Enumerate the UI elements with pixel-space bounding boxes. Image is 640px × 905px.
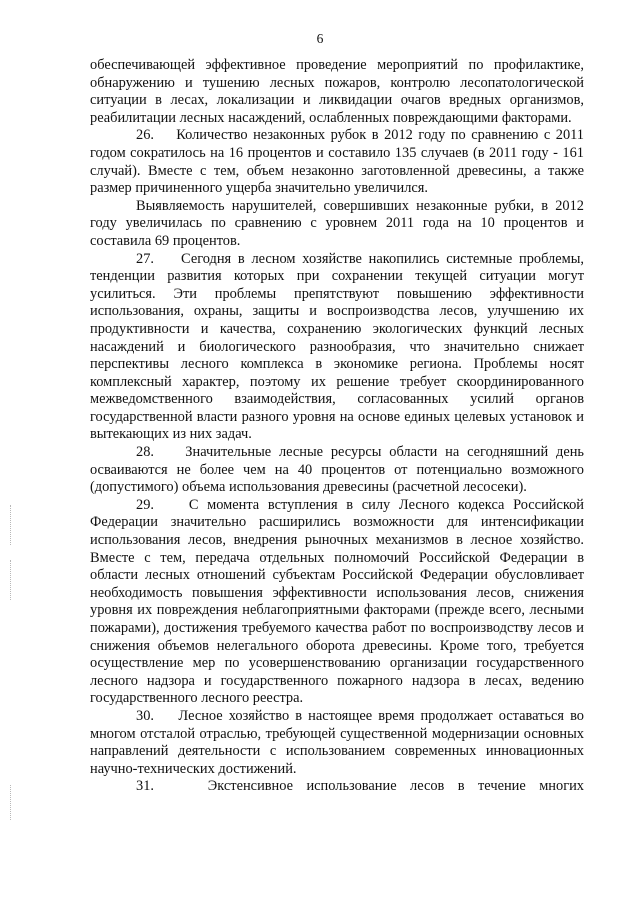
paragraph-text: обеспечивающей эффективное проведение мероприятий по профилактике, обнаружению и тушению лесных пожаров, контролю лесопатологической ситуации в лесах, локализации и ликвидации очагов вредных организмов, реабилитации лесных насаждений, ослабленных повреждающими факторами.	[90, 57, 584, 126]
paragraph-number: 31.	[136, 778, 154, 795]
margin-scan-mark	[10, 785, 12, 820]
paragraph-continuation	[90, 57, 584, 127]
paragraph-text: Экстенсивное использование лесов в течение многих	[207, 778, 584, 795]
paragraph-number: 26.	[136, 127, 154, 144]
paragraph-number: 30.	[136, 707, 154, 724]
paragraph-text: Сегодня в лесном хозяйстве накопились системные проблемы, тенденции развития которых при сохранении текущей ситуации могут усилиться. Эти проблемы препятствуют повышению эффективности использования, охраны, защиты и воспроизводства лесов, улучшению их продуктивности и качества, сохранению экологических функций лесных насаждений и биологического разнообразия, что значительно снижает перспективы лесного комплекса в экономике региона. Проблемы носят комплексный характер, поэтому их решение требует скоординированного межведомственного взаимодействия, согласованных усилий органов государственной власти разного уровня на основе единых целевых установок и вытекающих из них задач.	[90, 250, 584, 443]
paragraph-26	[90, 127, 584, 197]
paragraph-number: 28.	[136, 444, 154, 461]
paragraph-31	[90, 778, 584, 796]
page-number: 6	[316, 31, 324, 46]
paragraph-text: Значительные лесные ресурсы области на сегодняшний день осваиваются не более чем на 40 процентов от потенциально возможного (допустимого) объема использования древесины (расчетной лесосеки).	[90, 444, 584, 496]
margin-scan-mark	[10, 505, 12, 545]
paragraph-28	[90, 444, 584, 497]
paragraph-text: Лесное хозяйство в настоящее время продолжает оставаться во многом отсталой отраслью, требующей существенной модернизации основных направлений деятельности с использованием современных инновационных научно-технических достижений.	[90, 707, 585, 777]
paragraph-29	[90, 497, 584, 708]
paragraph-number: 27.	[136, 250, 154, 267]
paragraph-30	[90, 708, 584, 778]
paragraph-text: Количество незаконных рубок в 2012 году по сравнению с 2011 годом сократилось на 16 процентов и составило 135 случаев (в 2011 году - 161 случай). Вместе с тем, объем незаконно заготовленной древесины, а также размер причиненного ущерба значительно увеличился.	[90, 127, 585, 197]
paragraph-26-detection	[90, 198, 584, 251]
paragraph-27	[90, 251, 584, 445]
paragraph-text: Выявляемость нарушителей, совершивших незаконные рубки, в 2012 году увеличилась по сравнению с уровнем 2011 года на 10 процентов и составила 69 процентов.	[90, 197, 584, 249]
paragraph-text: С момента вступления в силу Лесного кодекса Российской Федерации значительно расширились возможности для интенсификации использования лесов, внедрения рыночных механизмов в лесное хозяйство. Вместе с тем, передача отдельных полномочий Российской Федерации в области лесных отношений субъектам Российской Федерации обусловливает необходимость повышения эффективности использования лесов, снижения уровня их повреждения неблагоприятными факторами (прежде всего, лесными пожарами), достижения требуемого качества работ по воспроизводству лесов и снижения объемов нелегального оборота древесины. Кроме того, требуется осуществление мер по усовершенствованию организации государственного лесного надзора и государственного пожарного надзора в лесах, ведению государственного лесного реестра.	[90, 496, 585, 707]
document-body	[90, 57, 584, 796]
paragraph-number: 29.	[136, 496, 154, 513]
margin-scan-mark	[10, 560, 12, 600]
